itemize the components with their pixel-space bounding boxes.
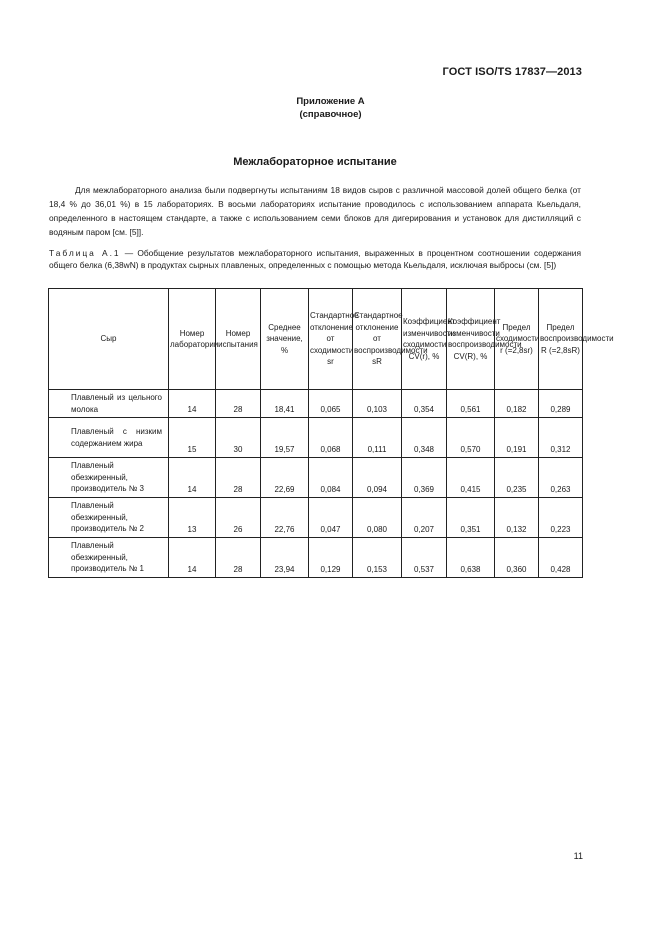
cell-cvr: 0,369	[402, 458, 447, 498]
cell-mean: 18,41	[261, 390, 309, 418]
cell-cvr: 0,354	[402, 390, 447, 418]
header-sR: Стандартное отклонение от воспроизводимости sR	[353, 289, 402, 390]
cell-cvr: 0,207	[402, 498, 447, 538]
cell-R: 0,223	[539, 498, 583, 538]
table-caption	[49, 248, 581, 271]
page-number: 11	[573, 851, 583, 861]
cell-R: 0,312	[539, 418, 583, 458]
cell-sr: 0,084	[309, 458, 353, 498]
cell-cvr: 0,348	[402, 418, 447, 458]
cell-labs: 14	[169, 538, 216, 578]
cell-sr: 0,065	[309, 390, 353, 418]
cell-sr: 0,129	[309, 538, 353, 578]
cell-tests: 26	[216, 498, 261, 538]
cell-sR: 0,080	[353, 498, 402, 538]
header-sr: Стандартное отклонение от сходимости sr	[309, 289, 353, 390]
cell-sR: 0,103	[353, 390, 402, 418]
cell-mean: 22,69	[261, 458, 309, 498]
results-table	[48, 288, 614, 578]
cell-tests: 28	[216, 458, 261, 498]
cell-mean: 22,76	[261, 498, 309, 538]
cell-sr: 0,047	[309, 498, 353, 538]
table-caption-label: Таблица А.1	[49, 248, 121, 258]
cell-labs: 14	[169, 390, 216, 418]
cell-r: 0,182	[495, 390, 539, 418]
cell-mean: 23,94	[261, 538, 309, 578]
cell-labs: 13	[169, 498, 216, 538]
cell-tests: 30	[216, 418, 261, 458]
header-R: Предел воспроизводимости R (=2,8sR)	[539, 289, 583, 390]
table-caption-text: — Обобщение результатов межлабораторного испытания, выраженных в процентном соотношении содержания общего белка (6,38wN) в продуктах сырных плавленых, определенных с помощью метода Кьельдаля, исключая выбросы (см. [5])	[49, 248, 581, 270]
appendix-subtitle: (справочное)	[299, 109, 362, 120]
cell-cvr: 0,537	[402, 538, 447, 578]
section-title: Межлабораторное испытание	[233, 156, 397, 168]
table-row	[49, 498, 583, 538]
cell-cheese: Плавленый обезжиренный, производитель № 2	[49, 498, 169, 538]
cell-r: 0,235	[495, 458, 539, 498]
table-header-row	[49, 289, 583, 390]
cell-sR: 0,094	[353, 458, 402, 498]
cell-cheese: Плавленый обезжиренный, производитель № 3	[49, 458, 169, 498]
cell-mean: 19,57	[261, 418, 309, 458]
table-row	[49, 458, 583, 498]
cell-r: 0,191	[495, 418, 539, 458]
table-row	[49, 538, 583, 578]
table-row	[49, 390, 583, 418]
header-lab-count: Номер лаборатории	[169, 289, 216, 390]
body-text	[49, 183, 581, 239]
header-cvr: Коэффициент изменчивости сходимости CV(r), %	[402, 289, 447, 390]
table-row	[49, 418, 583, 458]
cell-tests: 28	[216, 390, 261, 418]
cell-r: 0,360	[495, 538, 539, 578]
cell-cheese: Плавленый из цельного молока	[49, 390, 169, 418]
appendix-title: Приложение А	[296, 96, 365, 107]
cell-cvR: 0,570	[447, 418, 495, 458]
cell-cvR: 0,561	[447, 390, 495, 418]
cell-labs: 14	[169, 458, 216, 498]
cell-cvR: 0,351	[447, 498, 495, 538]
cell-sr: 0,068	[309, 418, 353, 458]
cell-cvR: 0,638	[447, 538, 495, 578]
header-test-count: Номер испытания	[216, 289, 261, 390]
cell-R: 0,289	[539, 390, 583, 418]
cell-labs: 15	[169, 418, 216, 458]
document-code: ГОСТ ISO/TS 17837—2013	[442, 66, 582, 78]
cell-sR: 0,153	[353, 538, 402, 578]
header-cvR: Коэффициент изменчивости воспроизводимости CV(R), %	[447, 289, 495, 390]
header-r: Предел сходимости r (=2,8sr)	[495, 289, 539, 390]
intro-paragraph: Для межлабораторного анализа были подвергнуты испытаниям 18 видов сыров с различной массовой долей общего белка (от 18,4 % до 36,01 %) в 15 лабораториях. В восьми лабораториях испытание проводилось с использованием аппарата Кьельдаля, определенного в настоящем стандарте, а также с использованием семи блоков для дигерирования и установок для дистилляций с водяным паром [см. [5]].	[49, 185, 581, 237]
cell-r: 0,132	[495, 498, 539, 538]
appendix-heading	[0, 95, 661, 121]
header-mean: Среднее значение, %	[261, 289, 309, 390]
cell-cheese: Плавленый обезжиренный, производитель № 1	[49, 538, 169, 578]
cell-sR: 0,111	[353, 418, 402, 458]
cell-R: 0,263	[539, 458, 583, 498]
cell-cvR: 0,415	[447, 458, 495, 498]
cell-R: 0,428	[539, 538, 583, 578]
cell-cheese: Плавленый с низким содержанием жира	[49, 418, 169, 458]
cell-tests: 28	[216, 538, 261, 578]
header-cheese: Сыр	[49, 289, 169, 390]
